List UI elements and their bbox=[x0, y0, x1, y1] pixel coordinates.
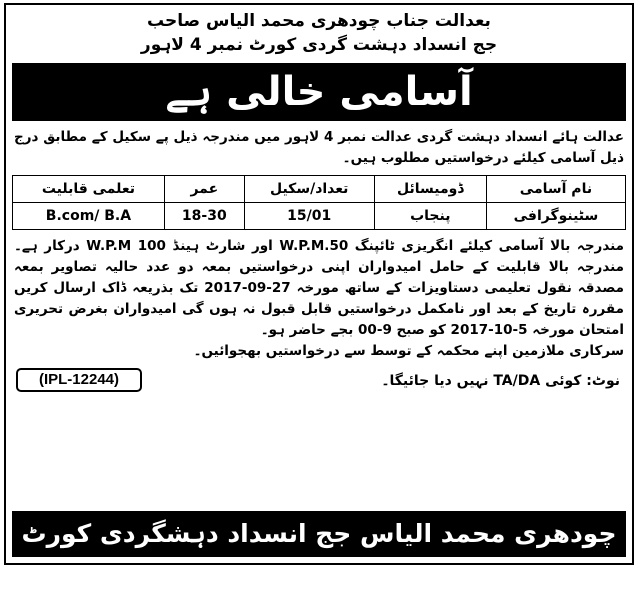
cell-post-name: سٹینوگرافی bbox=[486, 203, 625, 230]
ipl-number-badge: (IPL-12244) bbox=[16, 368, 142, 392]
note-row bbox=[6, 368, 632, 396]
vacancy-banner: آسامی خالی ہے bbox=[12, 63, 626, 121]
govt-employees-paragraph: سرکاری ملازمین اپنے محکمہ کے توسط سے درخواستیں بھجوائیں۔ bbox=[193, 343, 624, 359]
note-text: نوٹ: کوئی TA/DA نہیں دیا جائیگا۔ bbox=[381, 373, 620, 389]
intro-paragraph: عدالت ہائے انسداد دہشت گردی عدالت نمبر 4 لاہور میں مندرجہ ذیل پے سکیل کے مطابق درج ذیل آسامی کیلئے درخواستیں مطلوب ہیں۔ bbox=[14, 129, 624, 166]
advertisement-page bbox=[4, 3, 634, 594]
cell-age: 18-30 bbox=[164, 203, 244, 230]
court-title-line2: جج انسداد دہشت گردی کورٹ نمبر 4 لاہور bbox=[140, 35, 498, 55]
cell-domicile: پنجاب bbox=[374, 203, 486, 230]
header-post-name: نام آسامی bbox=[486, 176, 625, 203]
posts-table bbox=[12, 175, 626, 230]
requirements-paragraph: مندرجہ بالا آسامی کیلئے انگریزی ٹائپنگ 50.W.P.M اور شارٹ ہینڈ 100 W.P.M درکار ہے۔ مندرجہ بالا قابلیت کے حامل امیدواران اپنی درخواستیں بمعہ دو عدد حالیہ تصاویر بمعہ مصدقہ نقول تعلیمی دستاویزات کے ساتھ مورخہ 27-09-2017 تک بذریعہ ڈاک ارسال کریں مقررہ تاریخ کے بعد اور نامکمل درخواستیں قابل قبول نہ ہوں گی امیدواران بغرض تحریری امتحان مورخہ 5-10-2017 کو صبح 9-00 بجے حاضر ہو۔ bbox=[14, 238, 625, 338]
header-age: عمر bbox=[164, 176, 244, 203]
court-title-line1: بعدالت جناب چودھری محمد الیاس صاحب bbox=[147, 11, 491, 31]
cell-count-scale: 15/01 bbox=[244, 203, 374, 230]
footer-signature-bar: چودھری محمد الیاس جج انسداد دہشگردی کورٹ نمبر 4 لاہور bbox=[12, 511, 626, 557]
cell-qualification: B.com/ B.A bbox=[13, 203, 165, 230]
header-domicile: ڈومیسائل bbox=[374, 176, 486, 203]
header-count-scale: تعداد/سکیل bbox=[244, 176, 374, 203]
table-row bbox=[13, 203, 626, 230]
header-qualification: تعلمی قابلیت bbox=[13, 176, 165, 203]
table-header-row bbox=[13, 176, 626, 203]
